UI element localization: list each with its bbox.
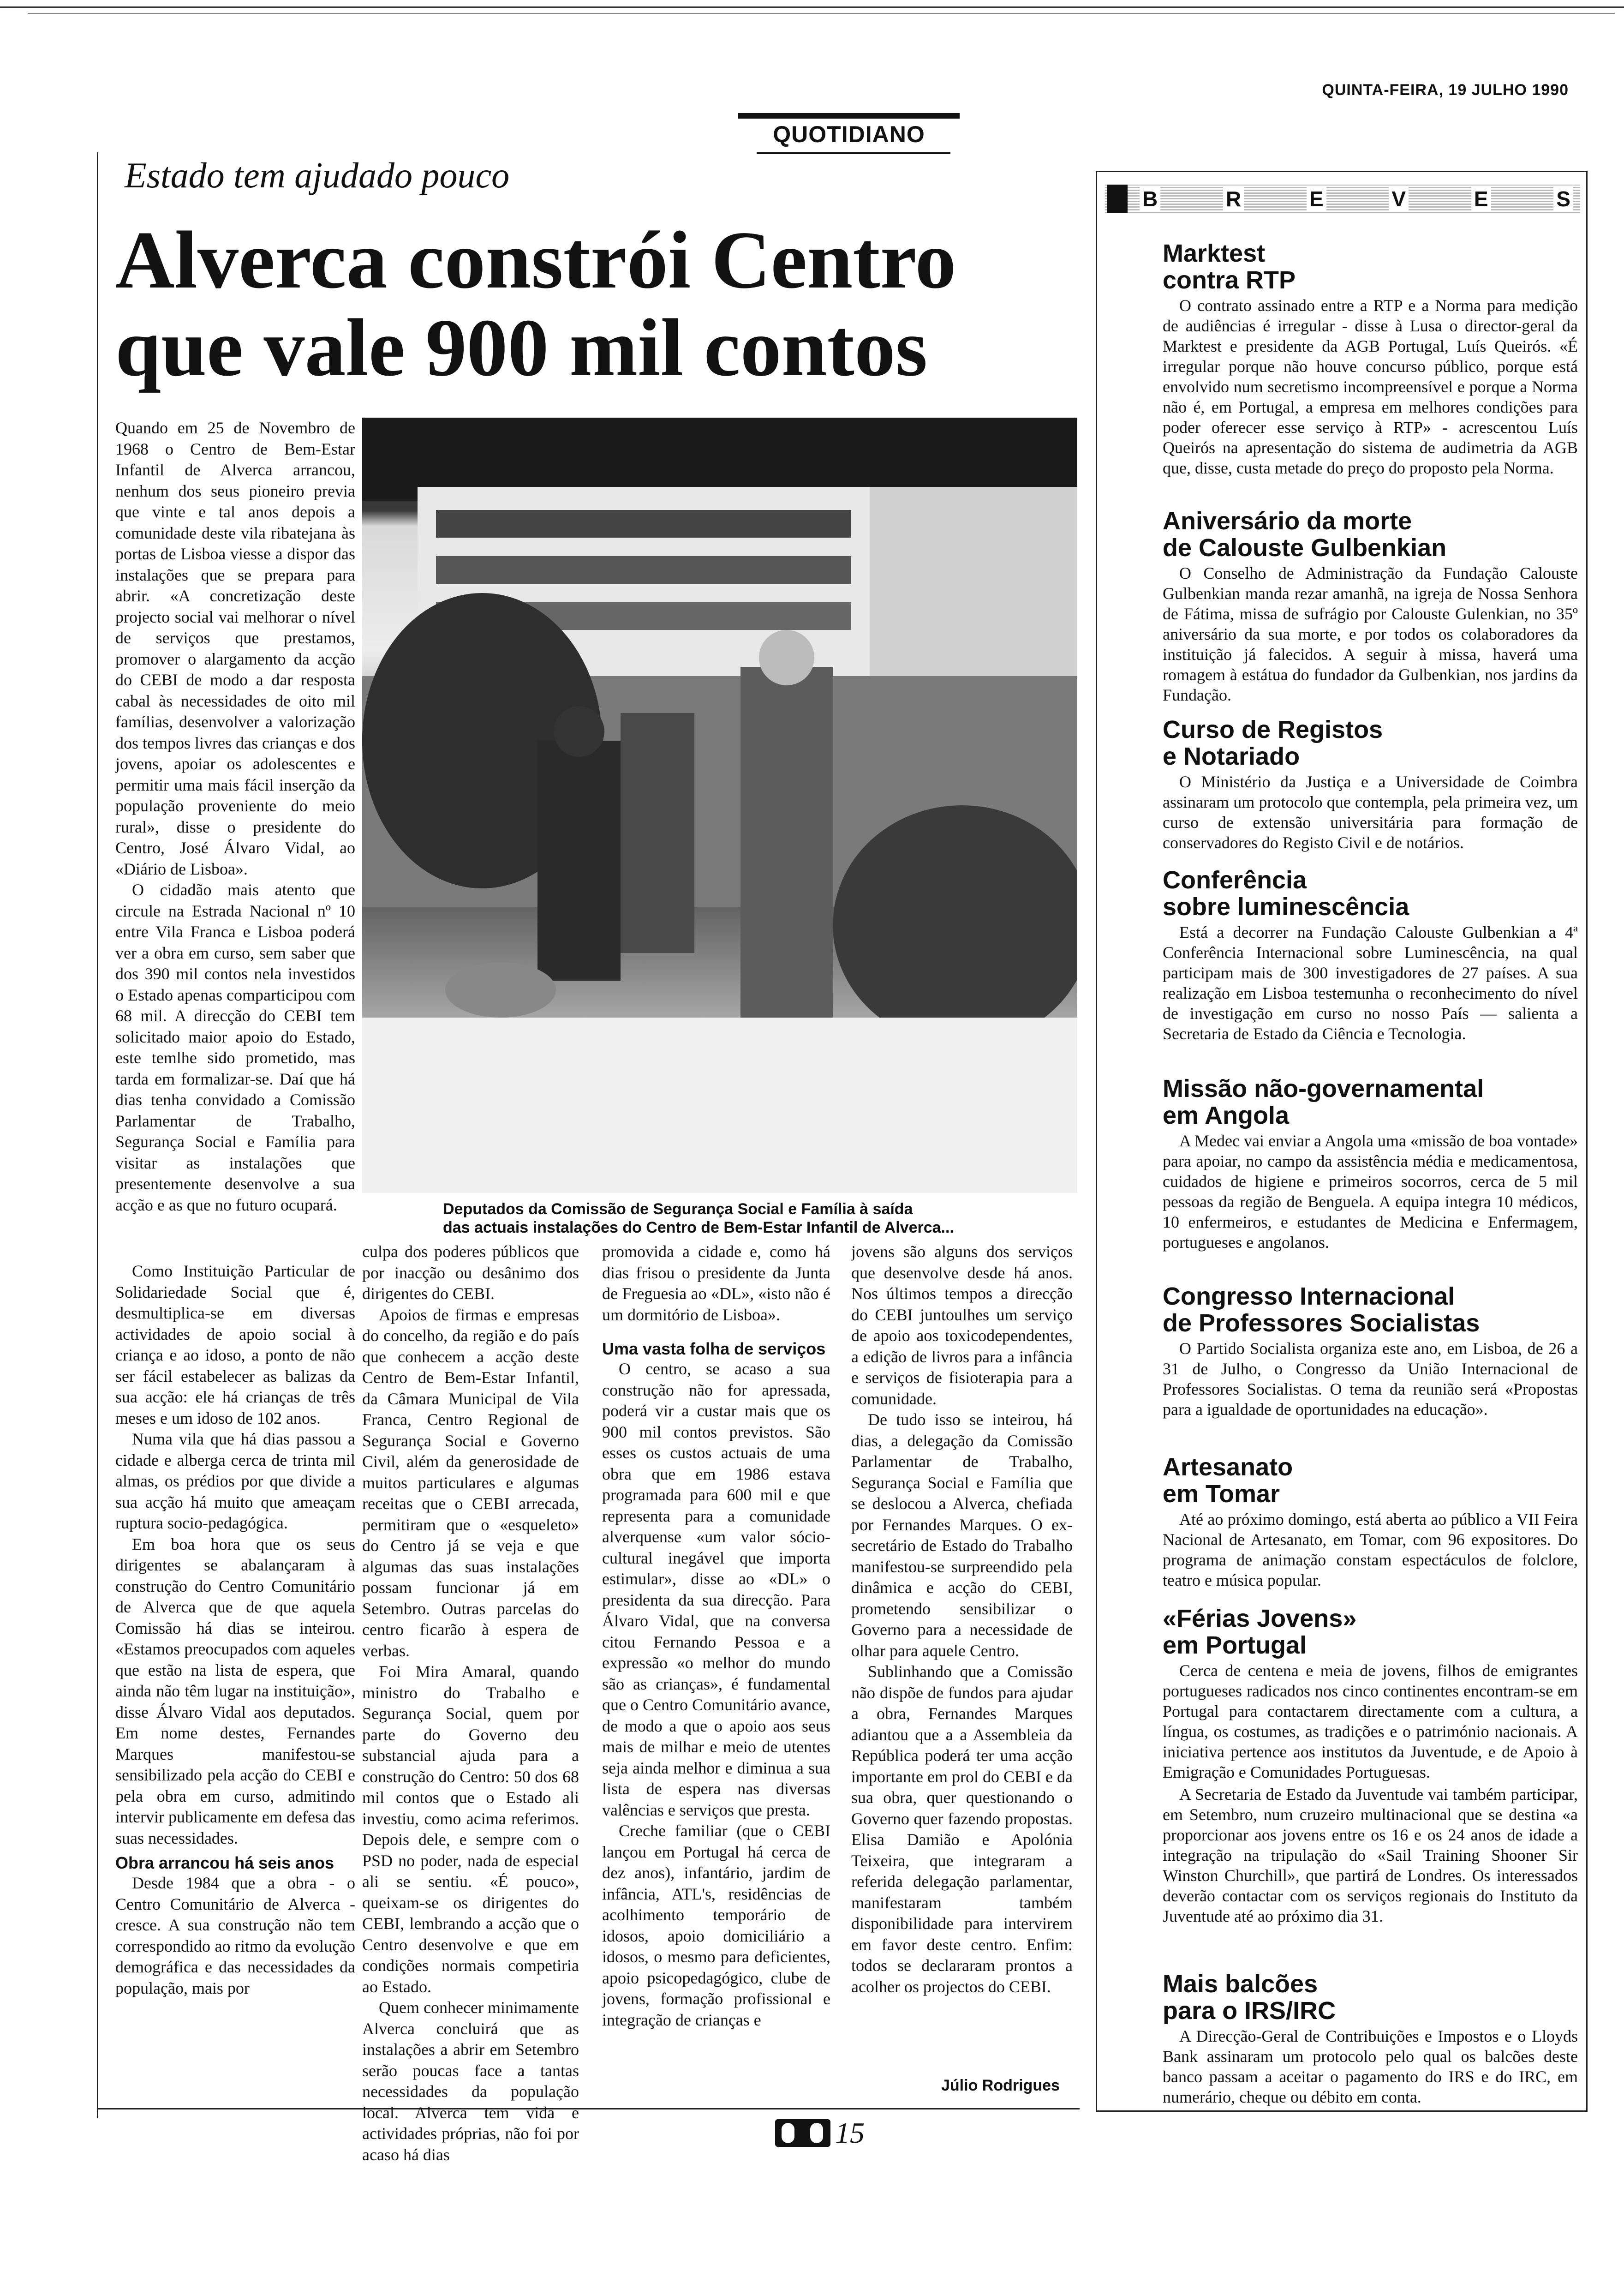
brief-title: Curso de Registos e Notariado (1163, 716, 1383, 770)
newspaper-logo-icon (775, 2119, 830, 2147)
subheading: Uma vasta folha de serviços (602, 1339, 826, 1358)
photo-illustration (362, 418, 1077, 1193)
brief-title: «Férias Jovens» em Portugal (1163, 1605, 1357, 1659)
section-label: QUOTIDIANO (773, 121, 925, 147)
page-number: 15 (835, 2116, 865, 2149)
brief-professores (1163, 1283, 1578, 1420)
paragraph: promovida a cidade e, como há dias frisou o presidente da Junta de Freguesia ao «DL», «isto não é um dormitório de Lisboa». (602, 1242, 830, 1324)
paragraph: O cidadão mais atento que circule na Estrada Nacional nº 10 entre Vila Franca e Lisboa poderá ver a obra em curso, sem saber que dos 390 mil contos nela investidos o Estado apenas comparticipou com 68 mil. A direcção do CEBI tem solicitado maior apoio do Estado, este temlhe sido prometido, mas tarda em formalizar-se. Daí que há dias tenha convidado a Comissão Parlamentar de Trabalho, Segurança Social e Família para visitar as instalações que presentemente desenvolve a sua acção e as que no futuro ocupará. (115, 881, 355, 1214)
paragraph: De tudo isso se inteirou, há dias, a delegação da Comissão Parlamentar de Trabalho, Segurança Social e Família que se deslocou a Alverca, chefiada por Fernandes Marques. O ex-secretário de Estado do Trabalho manifestou-se surpreendido pela dinâmica e acção do CEBI, prometendo sensibilizar o Governo para a necessidade de olhar para aquele Centro. (851, 1410, 1073, 1660)
brief-body: Cerca de centena e meia de jovens, filhos de emigrantes portugueses radicados nos cinco continentes encontram-se em Portugal para contactarem directamente com a cultura, a língua, os costumes, as tradições e o património nacionais. A iniciativa pertence aos institutos da Juventude, e de Apoio à Emigração e Comunidades Portuguesas. (1163, 1661, 1578, 1781)
brief-title: Marktest contra RTP (1163, 240, 1296, 294)
brief-title: Artesanato em Tomar (1163, 1453, 1293, 1508)
brief-body: Até ao próximo domingo, está aberta ao público a VII Feira Nacional de Artesanato, em Tomar, com 96 expositores. Do programa de animação constam espectáculos de folclore, teatro e música popular. (1163, 1510, 1578, 1589)
page-date: QUINTA-FEIRA, 19 JULHO 1990 (1322, 81, 1569, 99)
photo-caption (443, 1200, 1080, 1237)
paragraph: Creche familiar (que o CEBI lançou em Portugal há cerca de dez anos), infantário, jardim de infância, ATL's, residências de acolhimento temporário de idosos, apoio domiciliário a idosos, o mesmo para deficientes, apoio psicopedagógico, clube de jovens, formação profissional e integração de crianças e (602, 1822, 830, 2029)
brief-body: Está a decorrer na Fundação Calouste Gulbenkian a 4ª Conferência Internacional sobre Luminescência, na qual participam mais de 300 investigadores de 27 países. A sua realização em Lisboa testemunha o reconhecimento do nível de investigação em curso no nosso País — salienta a Secretaria de Estado da Ciência e Tecnologia. (1163, 923, 1578, 1043)
article-photo (362, 418, 1077, 1193)
brief-marktest (1163, 240, 1578, 478)
brief-body: A Secretaria de Estado da Juventude vai também participar, em Setembro, num cruzeiro multinacional que se destina «a proporcionar aos jovens entre os 16 e os 24 anos de idade a integração na tripulação do «Sail Training Shooner Sir Winston Churchill», que partirá de Londres. Os interessados deverão contactar com os serviços regionais do Instituto da Juventude até ao próximo dia 31. (1163, 1785, 1578, 1925)
paragraph: Apoios de firmas e empresas do concelho, da região e do país que conhecem a acção deste Centro de Bem-Estar Infantil, da Câmara Municipal de Vila Franca, Centro Regional de Segurança Social e Governo Civil, além da generosidade de muitos particulares e algumas receitas que o CEBI arrecada, permitiram que o «esqueleto» do Centro já se veja e que algumas das suas instalações possam funcionar já em Setembro. Outras parcelas do centro ficarão à espera de verbas. (362, 1305, 579, 1660)
article-column-1-lower (115, 1261, 355, 1999)
brief-title: Mais balcões para o IRS/IRC (1163, 1970, 1336, 2025)
brief-luminescencia (1163, 867, 1578, 1044)
article-frame-left (97, 152, 98, 2118)
breves-header (1140, 186, 1573, 211)
caption-line-2: das actuais instalações do Centro de Bem-Estar Infantil de Alverca... (443, 1219, 954, 1236)
paragraph: Como Instituição Particular de Solidariedade Social que é, desmultiplica-se em diversas actividades de apoio social à criança e ao idoso, a ponto de não ser fácil estabelecer as balizas da sua acção: ele há crianças de três meses e um idoso de 102 anos. (115, 1262, 355, 1427)
caption-line-1: Deputados da Comissão de Segurança Social e Família à saída (443, 1200, 913, 1218)
brief-body: A Medec vai enviar a Angola uma «missão de boa vontade» para apoiar, no campo da assistência média e medicamentosa, cuidados de higiene e primeiros socorros, cerca de 5 mil pessoas da região de Benguela. A equipa integra 10 médicos, 10 enfermeiros, e estudantes de Medicina e Enfermagem, portugueses e angolanos. (1163, 1132, 1578, 1252)
article-kicker: Estado tem ajudado pouco (125, 155, 510, 195)
paragraph: Em boa hora que os seus dirigentes se abalançaram à construção do Centro Comunitário de Alverca que de que aquela Comissão há dias se inteirou. «Estamos preocupados com aqueles que estão na lista de espera, que ainda não têm lugar na instituição», disse Álvaro Vidal aos deputados. Em nome destes, Fernandes Marques manifestou-se sensibilizado pela acção do CEBI e pela obra em curso, admitindo intervir publicamente em defesa das suas necessidades. (115, 1534, 355, 1847)
scan-edge-line-2 (28, 13, 1615, 14)
paragraph: culpa dos poderes públicos que por inacção ou desânimo dos dirigentes do CEBI. (362, 1242, 579, 1303)
brief-gulbenkian (1163, 508, 1578, 705)
article-column-4 (851, 1241, 1073, 1997)
brief-artesanato (1163, 1454, 1578, 1590)
article-frame-bottom (97, 2108, 1080, 2109)
brief-body: O contrato assinado entre a RTP e a Norma para medição de audiências é irregular - disse à Lusa o director-geral da Marktest e presidente da AGB Portugal, Luís Queirós. «É irregular porque não houve concurso público, porque está envolvido num secretismo incompreensível e porque a Norma não é, em Portugal, a empresa em melhores condições para poder oferecer esse serviço à RTP» - acrescentou Luís Queirós na apresentação do sistema de audimetria da AGB que, disse, custa metade do preço do proposto pela Norma. (1163, 296, 1578, 477)
breves-letter: E (1471, 186, 1491, 211)
brief-registos (1163, 716, 1578, 853)
paragraph: Sublinhando que a Comissão não dispõe de fundos para ajudar a obra, Fernandes Marques adiantou que a a Assembleia da República poderá ter uma acção importante em prol do CEBI e da sua obra, quer questionando o Governo quer fazendo propostas. Elisa Damião e Apolónia Teixeira, que integraram a referida delegação parlamentar, manifestaram também disponibilidade para intervirem em favor deste centro. Enfim: todos se declararam prontos a acolher os projectos do CEBI. (851, 1662, 1073, 1996)
breves-letter: V (1389, 186, 1409, 211)
paragraph: Numa vila que há dias passou a cidade e alberga cerca de trinta mil almas, os prédios por que divide a sua acção há muito que ameaçam ruptura socio-pedagógica. (115, 1430, 355, 1532)
article-headline (115, 216, 1093, 391)
brief-body: O Partido Socialista organiza este ano, em Lisboa, de 26 a 31 de Julho, o Congresso da União Internacional de Professores Socialistas. O tema da reunião será «Propostas para a igualdade de oportunidades na educação». (1163, 1339, 1578, 1419)
article-column-2 (362, 1241, 579, 2165)
article-column-3 (602, 1241, 830, 2031)
subheading: Obra arrancou há seis anos (115, 1853, 334, 1872)
breves-letter: B (1140, 186, 1160, 211)
breves-letter: S (1553, 186, 1573, 211)
brief-title: Congresso Internacional de Professores Socialistas (1163, 1282, 1480, 1337)
brief-body: O Conselho de Administração da Fundação Calouste Gulbenkian manda rezar amanhã, na igreja de Nossa Senhora de Fátima, missa de sufrágio por Calouste Gulenkian, no 35º aniversário da sua morte, e por todos os colaboradores da instituição já falecidos. A seguir à missa, haverá uma romagem à estátua do fundador da Gulbenkian, nos jardins da Fundação. (1163, 564, 1578, 704)
article-byline: Júlio Rodrigues (941, 2077, 1060, 2094)
brief-angola (1163, 1075, 1578, 1252)
breves-block-icon (1107, 185, 1128, 213)
brief-title: Aniversário da morte de Calouste Gulbenkian (1163, 507, 1447, 562)
headline-line-1: Alverca constrói Centro (115, 214, 956, 306)
brief-body: A Direcção-Geral de Contribuições e Impostos e o Lloyds Bank assinaram um protocolo pelo qual os balcões deste banco passam a aceitar o pagamento do IRS e do IRC, em numerário, cheque ou débito em conta. (1163, 2027, 1578, 2106)
scan-edge-line (0, 6, 1624, 8)
article-column-1 (115, 418, 355, 1216)
headline-line-2: que vale 900 mil contos (115, 302, 928, 393)
paragraph: jovens são alguns dos serviços que desenvolve desde há anos. Nos últimos tempos a direcção do CEBI juntoulhes um serviço de apoio aos toxicodependentes, a edição de livros para a infância e serviços de fisioterapia para a comunidade. (851, 1242, 1073, 1408)
section-rule (738, 113, 960, 119)
brief-title: Missão não-governamental em Angola (1163, 1075, 1484, 1129)
breves-letter: E (1307, 186, 1326, 211)
paragraph: Desde 1984 que a obra - o Centro Comunitário de Alverca - cresce. A sua construção não tem correspondido ao ritmo da evolução demográfica e das necessidades da população, mais por (115, 1874, 355, 1997)
paragraph: Foi Mira Amaral, quando ministro do Trabalho e Segurança Social, quem por parte do Governo deu substancial ajuda para a construção do Centro: 50 dos 68 mil contos que o Estado ali investiu, como acima referimos. Depois dele, e sempre com o PSD no poder, nada de especial ali se sentiu. «É pouco», queixam-se os dirigentes do CEBI, lembrando a acção que o Centro desenvolve e que em condições normais competiria ao Estado. (362, 1662, 579, 1996)
paragraph: O centro, se acaso a sua construção não for apressada, poderá vir a custar mais que os 900 mil contos previstos. São esses os custos actuais de uma obra que em 1986 estava programada para 600 mil e que representa para a comunidade alverquense «um valor sócio-cultural inegável que importa estimular», disse ao «DL» o presidenta da sua direcção. Para Álvaro Vidal, que na conversa citou Fernando Pessoa e a expressão «o melhor do mundo são as crianças», é fundamental que o Centro Comunitário avance, de modo a que o apoio aos seus mais de milhar e meio de utentes seja ainda melhor e diminua a sua lista de espera nas diversas valências e serviços que presta. (602, 1360, 830, 1819)
paragraph: Quem conhecer minimamente Alverca concluirá que as instalações a abrir em Setembro serão poucas face a tantas necessidades da população local. Alverca tem vida e actividades próprias, não foi por acaso há dias (362, 1998, 579, 2164)
brief-ferias-jovens (1163, 1605, 1578, 1926)
brief-body: O Ministério da Justiça e a Universidade de Coimbra assinaram um protocolo que contempla, pela primeira vez, um curso de extensão universitária para formação de conservadores do Registo Civil e de notários. (1163, 773, 1578, 852)
brief-title: Conferência sobre luminescência (1163, 866, 1409, 921)
breves-letter: R (1223, 186, 1244, 211)
paragraph: Quando em 25 de Novembro de 1968 o Centro de Bem-Estar Infantil de Alverca arrancou, nenhum dos seus pioneiro previa que vinte e tal anos depois a comunidade deste vila ribatejana às portas de Lisboa viesse a dispor das instalações que se prepara para abrir. «A concretização deste projecto social vai melhorar o nível de serviços que prestamos, promover o alargamento da acção do CEBI de modo a dar resposta cabal às necessidades de oito mil famílias, desenvolver a valorização dos tempos livres das crianças e dos jovens, apoiar os adolescentes e permitir uma mais fácil inserção da população proveniente do meio rural», disse o presidente do Centro, José Álvaro Vidal, ao «Diário de Lisboa». (115, 419, 355, 878)
brief-irs (1163, 1971, 1578, 2107)
section-underline (757, 152, 950, 154)
